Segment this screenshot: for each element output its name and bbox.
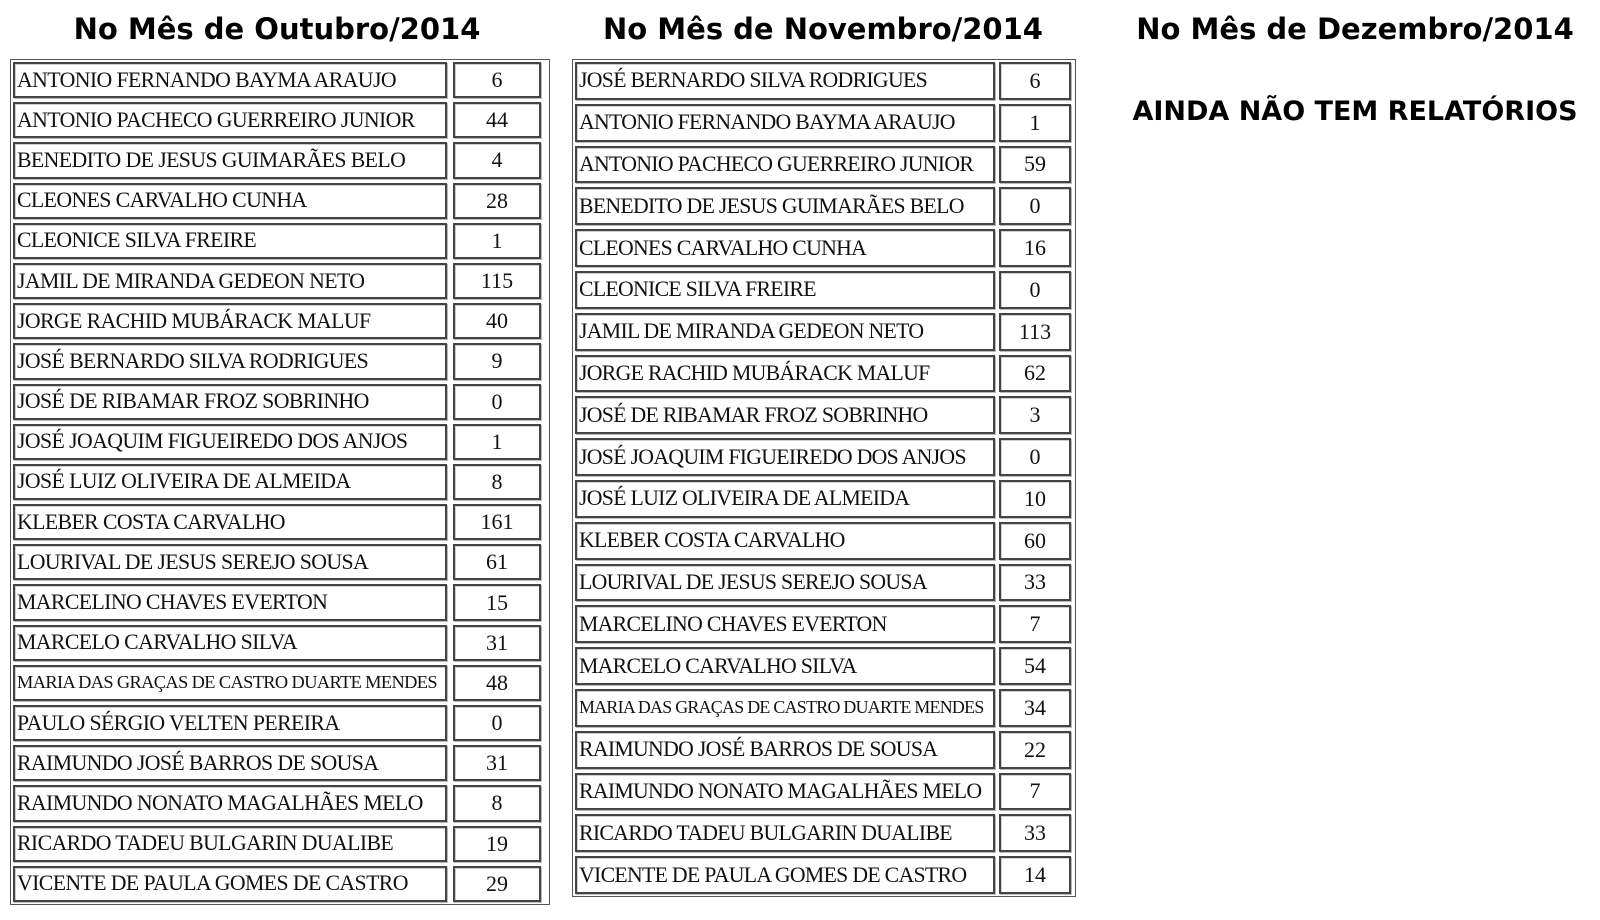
judge-name-cell: MARCELO CARVALHO SILVA	[575, 647, 995, 685]
judge-name-cell: JORGE RACHID MUBÁRACK MALUF	[13, 303, 447, 339]
judge-name-cell: JOSÉ DE RIBAMAR FROZ SOBRINHO	[13, 384, 447, 420]
table-row	[11, 382, 549, 422]
judge-name-cell: RAIMUNDO NONATO MAGALHÃES MELO	[13, 785, 447, 821]
count-value-cell: 0	[999, 187, 1071, 225]
judge-name-cell: RAIMUNDO JOSÉ BARROS DE SOUSA	[13, 745, 447, 781]
table-row	[573, 144, 1075, 186]
table-row	[573, 269, 1075, 311]
count-value-cell: 40	[453, 303, 541, 339]
table-row	[573, 771, 1075, 813]
judge-name-cell: MARCELINO CHAVES EVERTON	[13, 584, 447, 620]
table-row	[573, 394, 1075, 436]
table-row	[11, 100, 549, 140]
table-row	[573, 729, 1075, 771]
count-value-cell: 22	[999, 731, 1071, 769]
table-row	[11, 824, 549, 864]
count-value-cell: 59	[999, 146, 1071, 184]
count-value-cell: 7	[999, 773, 1071, 811]
count-value-cell: 62	[999, 355, 1071, 393]
judge-name-cell: RICARDO TADEU BULGARIN DUALIBE	[13, 826, 447, 862]
table-row	[573, 562, 1075, 604]
table-row	[573, 812, 1075, 854]
table-row	[11, 140, 549, 180]
count-value-cell: 19	[453, 826, 541, 862]
judge-name-cell: RAIMUNDO NONATO MAGALHÃES MELO	[575, 773, 995, 811]
table-row	[11, 462, 549, 502]
judge-name-cell: JOSÉ JOAQUIM FIGUEIREDO DOS ANJOS	[13, 424, 447, 460]
judge-name-cell: JOSÉ DE RIBAMAR FROZ SOBRINHO	[575, 396, 995, 434]
table-row	[573, 311, 1075, 353]
october-table	[10, 59, 550, 905]
count-value-cell: 1	[453, 424, 541, 460]
count-value-cell: 8	[453, 464, 541, 500]
table-row	[573, 185, 1075, 227]
judge-name-cell: RAIMUNDO JOSÉ BARROS DE SOUSA	[575, 731, 995, 769]
table-row	[573, 227, 1075, 269]
december-title: No Mês de Dezembro/2014	[1136, 12, 1574, 46]
table-row	[573, 854, 1075, 896]
table-row	[11, 221, 549, 261]
table-row	[573, 353, 1075, 395]
judge-name-cell: JOSÉ LUIZ OLIVEIRA DE ALMEIDA	[575, 480, 995, 518]
table-row	[11, 261, 549, 301]
count-value-cell: 44	[453, 102, 541, 138]
judge-name-cell: ANTONIO FERNANDO BAYMA ARAUJO	[575, 104, 995, 142]
count-value-cell: 3	[999, 396, 1071, 434]
count-value-cell: 28	[453, 183, 541, 219]
count-value-cell: 31	[453, 745, 541, 781]
judge-name-cell: RICARDO TADEU BULGARIN DUALIBE	[575, 814, 995, 852]
judge-name-cell: MARCELO CARVALHO SILVA	[13, 625, 447, 661]
judge-name-cell: LOURIVAL DE JESUS SEREJO SOUSA	[13, 544, 447, 580]
judge-name-cell: MARIA DAS GRAÇAS DE CASTRO DUARTE MENDES	[575, 689, 995, 727]
judge-name-cell: BENEDITO DE JESUS GUIMARÃES BELO	[575, 187, 995, 225]
table-row	[11, 864, 549, 904]
count-value-cell: 6	[453, 62, 541, 98]
table-row	[573, 687, 1075, 729]
count-value-cell: 10	[999, 480, 1071, 518]
table-row	[11, 582, 549, 622]
judge-name-cell: ANTONIO FERNANDO BAYMA ARAUJO	[13, 62, 447, 98]
table-row	[11, 60, 549, 100]
judge-name-cell: JOSÉ BERNARDO SILVA RODRIGUES	[13, 343, 447, 379]
table-row	[573, 603, 1075, 645]
count-value-cell: 54	[999, 647, 1071, 685]
count-value-cell: 14	[999, 856, 1071, 894]
table-row	[11, 743, 549, 783]
count-value-cell: 6	[999, 62, 1071, 100]
october-title: No Mês de Outubro/2014	[73, 12, 481, 46]
judge-name-cell: CLEONES CARVALHO CUNHA	[13, 183, 447, 219]
table-row	[573, 645, 1075, 687]
count-value-cell: 60	[999, 522, 1071, 560]
table-row	[573, 436, 1075, 478]
judge-name-cell: KLEBER COSTA CARVALHO	[13, 504, 447, 540]
table-row	[11, 181, 549, 221]
table-row	[11, 542, 549, 582]
judge-name-cell: JOSÉ JOAQUIM FIGUEIREDO DOS ANJOS	[575, 438, 995, 476]
table-row	[573, 520, 1075, 562]
count-value-cell: 34	[999, 689, 1071, 727]
count-value-cell: 113	[999, 313, 1071, 351]
judge-name-cell: MARCELINO CHAVES EVERTON	[575, 605, 995, 643]
judge-name-cell: CLEONICE SILVA FREIRE	[13, 223, 447, 259]
count-value-cell: 16	[999, 229, 1071, 267]
judge-name-cell: JAMIL DE MIRANDA GEDEON NETO	[13, 263, 447, 299]
table-row	[11, 301, 549, 341]
count-value-cell: 8	[453, 785, 541, 821]
count-value-cell: 33	[999, 564, 1071, 602]
table-row	[11, 623, 549, 663]
count-value-cell: 1	[453, 223, 541, 259]
judge-name-cell: JORGE RACHID MUBÁRACK MALUF	[575, 355, 995, 393]
count-value-cell: 0	[999, 438, 1071, 476]
judge-name-cell: LOURIVAL DE JESUS SEREJO SOUSA	[575, 564, 995, 602]
count-value-cell: 7	[999, 605, 1071, 643]
judge-name-cell: JAMIL DE MIRANDA GEDEON NETO	[575, 313, 995, 351]
judge-name-cell: JOSÉ BERNARDO SILVA RODRIGUES	[575, 62, 995, 100]
judge-name-cell: PAULO SÉRGIO VELTEN PEREIRA	[13, 705, 447, 741]
table-row	[11, 783, 549, 823]
count-value-cell: 9	[453, 343, 541, 379]
judge-name-cell: CLEONES CARVALHO CUNHA	[575, 229, 995, 267]
table-row	[11, 703, 549, 743]
judge-name-cell: ANTONIO PACHECO GUERREIRO JUNIOR	[575, 146, 995, 184]
table-row	[11, 502, 549, 542]
judge-name-cell: MARIA DAS GRAÇAS DE CASTRO DUARTE MENDES	[13, 665, 447, 701]
count-value-cell: 61	[453, 544, 541, 580]
judge-name-cell: JOSÉ LUIZ OLIVEIRA DE ALMEIDA	[13, 464, 447, 500]
table-row	[11, 422, 549, 462]
count-value-cell: 31	[453, 625, 541, 661]
table-row	[573, 102, 1075, 144]
judge-name-cell: ANTONIO PACHECO GUERREIRO JUNIOR	[13, 102, 447, 138]
december-no-reports-note: AINDA NÃO TEM RELATÓRIOS	[1132, 96, 1578, 127]
count-value-cell: 161	[453, 504, 541, 540]
table-row	[11, 663, 549, 703]
judge-name-cell: BENEDITO DE JESUS GUIMARÃES BELO	[13, 142, 447, 178]
table-row	[573, 478, 1075, 520]
count-value-cell: 29	[453, 866, 541, 902]
judge-name-cell: VICENTE DE PAULA GOMES DE CASTRO	[13, 866, 447, 902]
table-row	[11, 341, 549, 381]
count-value-cell: 115	[453, 263, 541, 299]
judge-name-cell: KLEBER COSTA CARVALHO	[575, 522, 995, 560]
count-value-cell: 4	[453, 142, 541, 178]
count-value-cell: 48	[453, 665, 541, 701]
count-value-cell: 1	[999, 104, 1071, 142]
count-value-cell: 0	[453, 384, 541, 420]
table-row	[573, 60, 1075, 102]
judge-name-cell: VICENTE DE PAULA GOMES DE CASTRO	[575, 856, 995, 894]
count-value-cell: 0	[999, 271, 1071, 309]
november-table	[572, 59, 1076, 897]
count-value-cell: 33	[999, 814, 1071, 852]
november-title: No Mês de Novembro/2014	[603, 12, 1043, 46]
judge-name-cell: CLEONICE SILVA FREIRE	[575, 271, 995, 309]
count-value-cell: 15	[453, 584, 541, 620]
count-value-cell: 0	[453, 705, 541, 741]
